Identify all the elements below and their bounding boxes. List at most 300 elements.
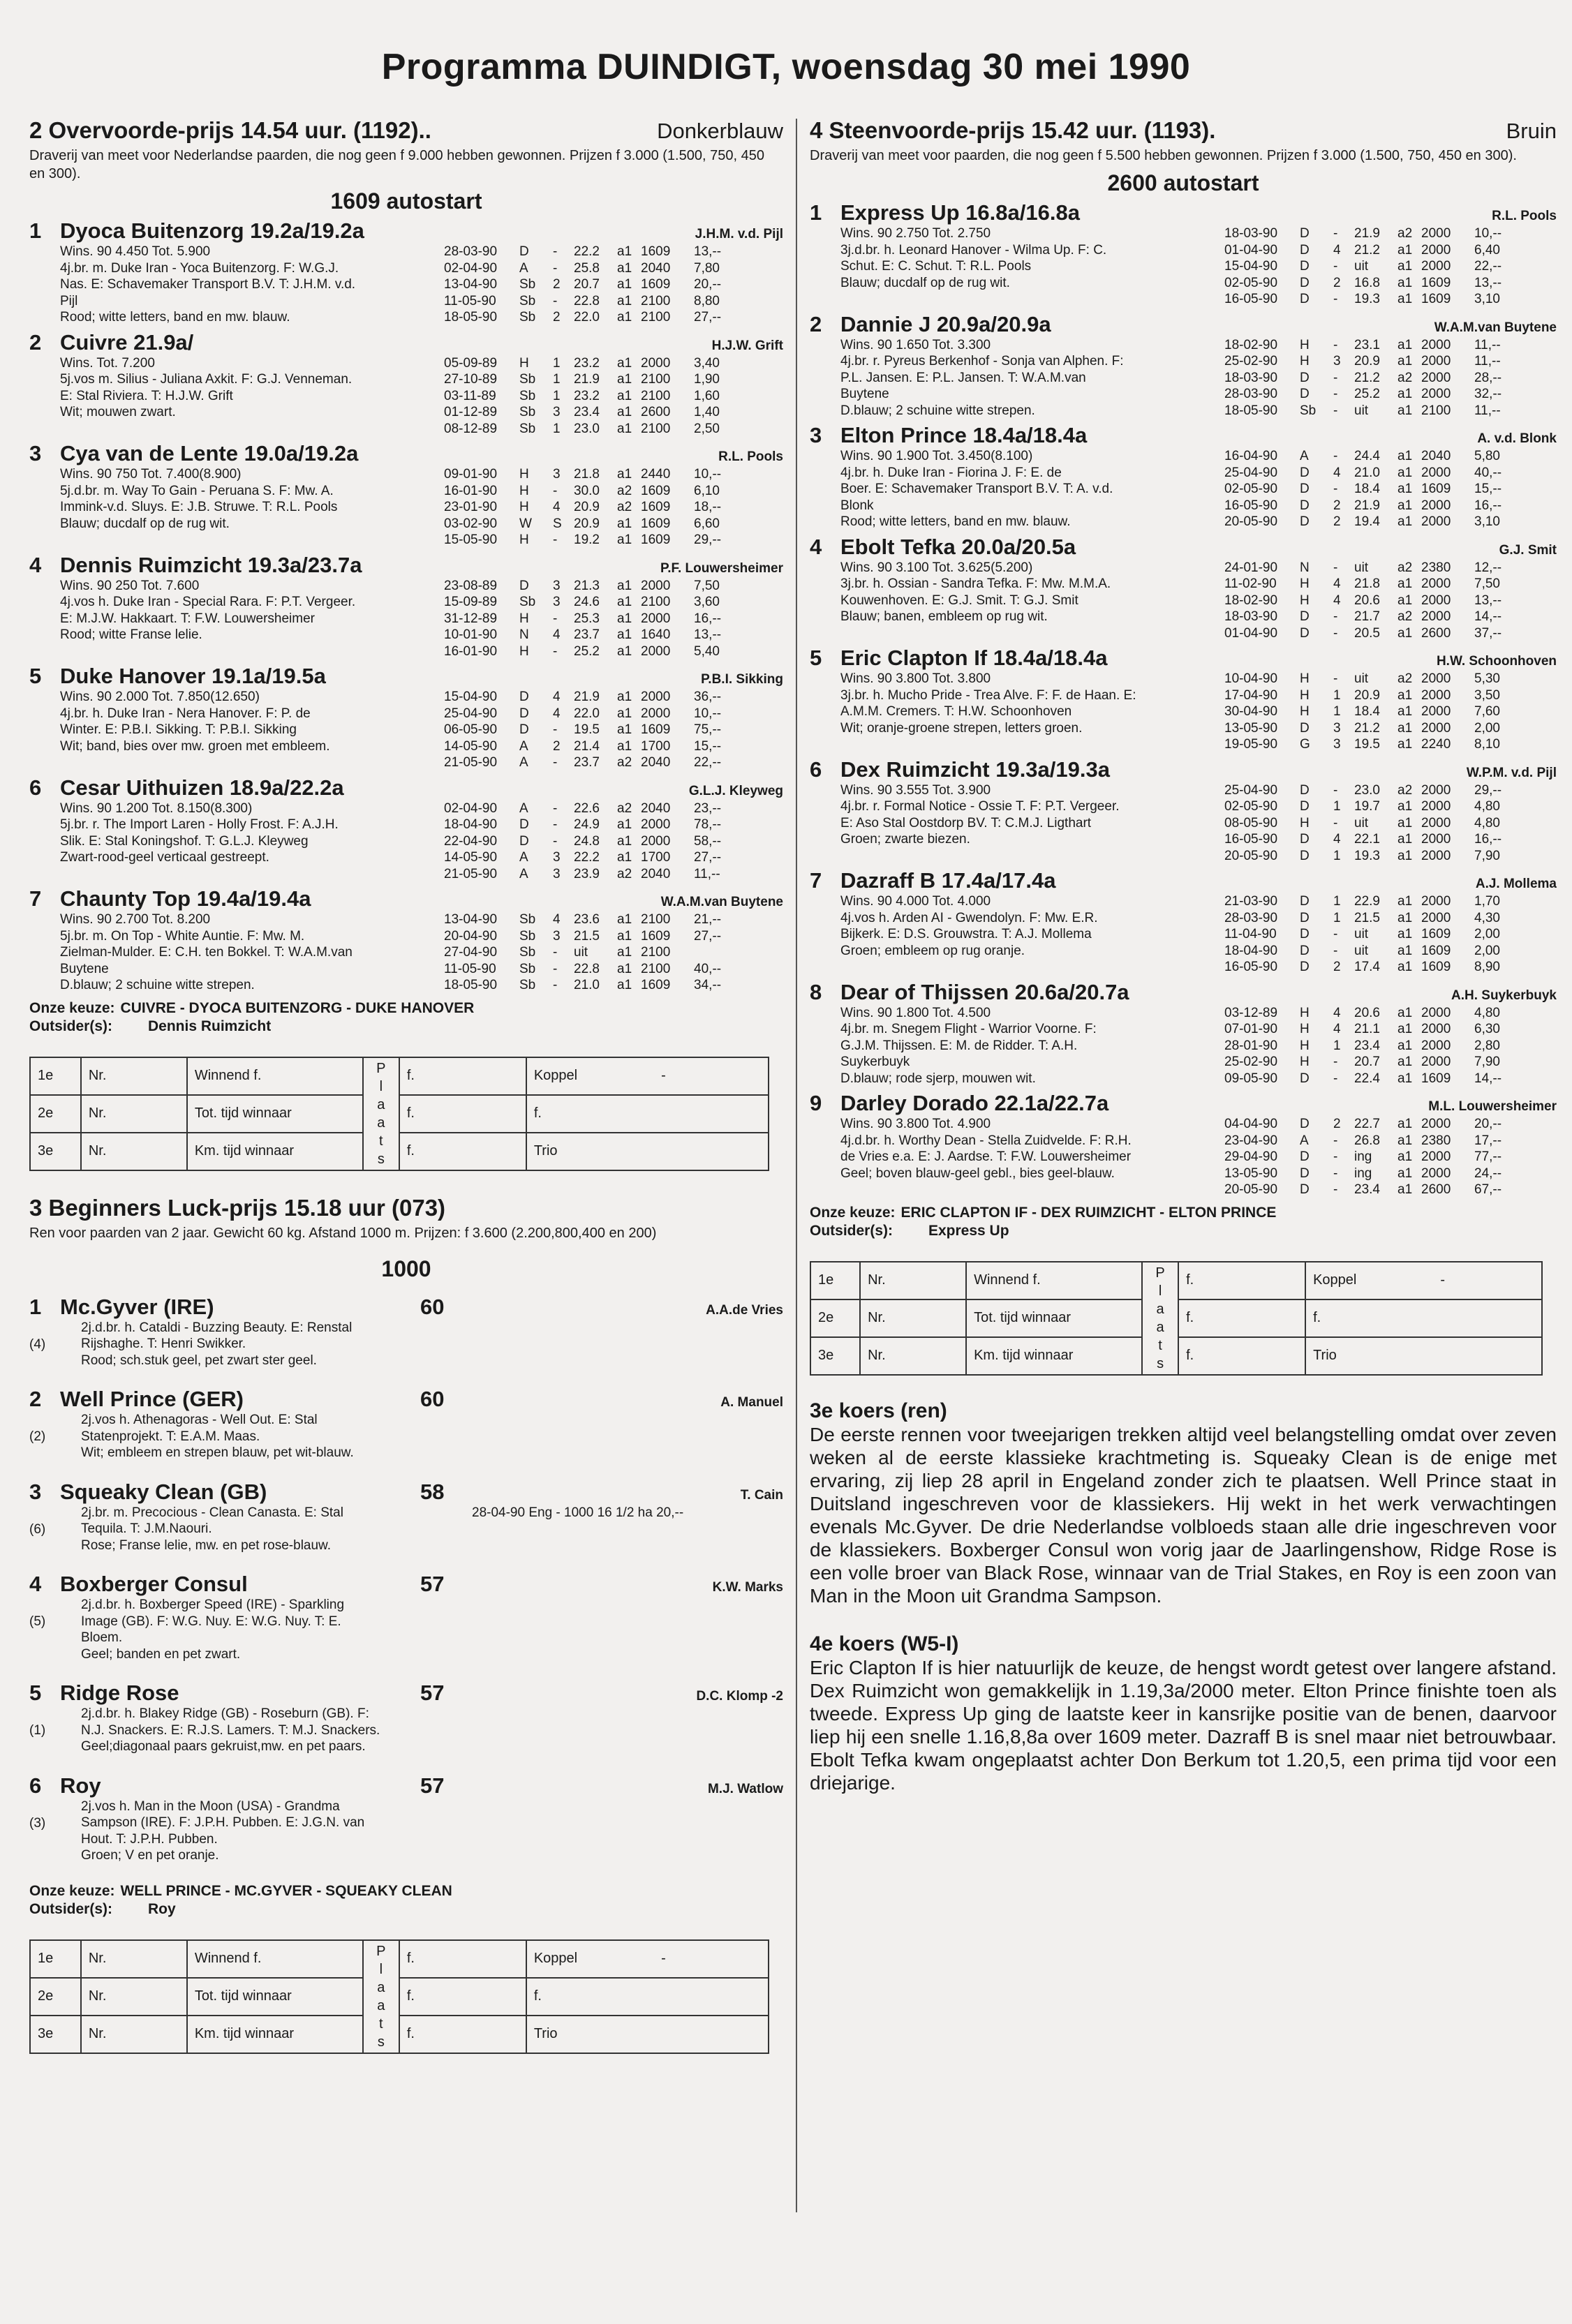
result-cell: 22.9 xyxy=(1354,894,1380,909)
result-cell: 18-03-90 xyxy=(1224,609,1278,624)
result-cell: 3,10 xyxy=(1474,514,1500,529)
result-cell: Sb xyxy=(519,405,536,419)
result-cell: G xyxy=(1300,737,1310,752)
horse-trainer: R.L. Pools xyxy=(1492,209,1557,223)
result-cell: 26.8 xyxy=(1354,1133,1380,1148)
result-cell: 23.7 xyxy=(574,627,600,642)
horse-info xyxy=(81,1706,472,1755)
result-cell: 14-05-90 xyxy=(444,738,498,754)
result-cell: Sb xyxy=(519,421,536,436)
horse-trainer: A. v.d. Blonk xyxy=(1477,431,1557,446)
bet-extra-cell[interactable] xyxy=(1305,1337,1542,1375)
result-row xyxy=(444,404,783,421)
result-cell: 21.9 xyxy=(574,372,600,387)
bet-number-cell[interactable]: Nr. xyxy=(860,1299,966,1337)
result-cell: W xyxy=(519,516,532,531)
result-cell: a1 xyxy=(617,388,632,403)
result-cell: 15-05-90 xyxy=(444,532,498,547)
result-cell: 10-04-90 xyxy=(1224,671,1278,686)
result-cell: a2 xyxy=(1397,560,1413,575)
horse-name: Chaunty Top 19.4a/19.4a xyxy=(60,886,311,911)
horse-info-line: Rood; witte letters, band en mw. blauw. xyxy=(60,310,290,325)
horse-number: 5 xyxy=(29,1681,42,1705)
result-cell: 21.1 xyxy=(1354,1022,1380,1036)
result-cell: D xyxy=(519,722,529,737)
result-cell: ing xyxy=(1354,1165,1372,1181)
result-cell: - xyxy=(1333,449,1338,463)
horse-info-line: Wins. 90 1.800 Tot. 4.500 xyxy=(840,1005,991,1020)
result-cell: 20-05-90 xyxy=(1224,1182,1278,1197)
result-cell: 3 xyxy=(553,866,561,881)
result-cell: 1609 xyxy=(641,483,671,498)
bet-f-cell[interactable]: f. xyxy=(399,1095,526,1133)
result-cell: 28,-- xyxy=(1474,370,1502,385)
bet-number-cell[interactable]: Nr. xyxy=(81,1133,187,1170)
result-cell: 21.2 xyxy=(1354,370,1380,385)
comment-4-text: Eric Clapton If is hier natuurlijk de keuze, de hengst wordt getest over langere afstand. Dex Ruimzicht won gemakkelijk in 1.19,3a/2000 meter. Elton Prince finishte toen als tweede. Express Up ging de laatste keer in kansrijke positie van de benen, daarvoor liep hij een snelle 1.16,8,8a over 1609 meter. Dazraff B is snel maar niet betrouwbaar. Ebolt Tefka kwam ongeplaatst achter Don Berkum tot 1.20,5, een prima tijd voor een driejarige. xyxy=(810,1656,1557,1794)
horse-info-line: 2j.d.br. h. Boxberger Speed (IRE) - Sparkling xyxy=(81,1597,345,1612)
bet-f-cell[interactable]: f. xyxy=(1178,1299,1305,1337)
horse-info-line: 2j.d.br. h. Cataldi - Buzzing Beauty. E: Renstal xyxy=(81,1320,353,1335)
horse-name-line xyxy=(810,757,1110,782)
result-cell: a1 xyxy=(617,372,632,387)
result-cell: 22.2 xyxy=(574,850,600,865)
horse-name: Elton Prince 18.4a/18.4a xyxy=(840,423,1088,447)
result-row xyxy=(444,466,783,483)
result-cell: D xyxy=(1300,720,1310,736)
horse-info-line: 5j.vos m. Silius - Juliana Axkit. F: G.J. Venneman. xyxy=(60,372,353,387)
horse-info xyxy=(81,1412,472,1461)
result-cell: 19.7 xyxy=(1354,799,1380,814)
result-cell: 75,-- xyxy=(694,722,722,737)
bet-value-label: Km. tijd winnaar xyxy=(187,2016,363,2053)
result-cell: D xyxy=(1300,275,1310,290)
bet-extra-cell[interactable] xyxy=(526,1133,769,1170)
result-cell: 2000 xyxy=(1421,1165,1451,1181)
result-row xyxy=(1224,560,1557,576)
result-cell: 3 xyxy=(553,850,561,865)
result-row xyxy=(444,754,783,771)
race-distance: 1609 autostart xyxy=(330,188,482,214)
result-cell: 06-05-90 xyxy=(444,722,498,737)
horse-entry xyxy=(810,312,1557,419)
horse-info-line: Blauw; ducdalf op de rug wit. xyxy=(840,275,1010,290)
result-cell: uit xyxy=(1354,259,1369,274)
result-cell: 23.0 xyxy=(574,421,600,436)
result-cell: a1 xyxy=(617,516,632,531)
result-cell: 17.4 xyxy=(1354,960,1380,974)
result-row xyxy=(1224,593,1557,609)
result-cell: 11-05-90 xyxy=(444,961,496,976)
result-row xyxy=(1224,687,1557,704)
bet-place-label: 1e xyxy=(30,1057,81,1095)
result-cell: 10-01-90 xyxy=(444,627,498,642)
bet-f-cell[interactable]: f. xyxy=(399,1133,526,1170)
result-cell: 25-04-90 xyxy=(1224,465,1278,480)
result-cell: a1 xyxy=(1397,449,1413,463)
result-row xyxy=(1224,1182,1557,1198)
bet-f-cell[interactable]: f. xyxy=(399,1978,526,2016)
horse-info xyxy=(60,355,444,438)
bet-row xyxy=(30,1095,769,1133)
result-cell: - xyxy=(1333,815,1338,830)
bet-f-cell[interactable]: f. xyxy=(1178,1337,1305,1375)
result-cell: 20.6 xyxy=(1354,1005,1380,1020)
result-cell: 2 xyxy=(553,738,561,754)
result-cell: a1 xyxy=(617,961,632,976)
horse-name: Express Up 16.8a/16.8a xyxy=(840,200,1080,225)
result-cell: 22,-- xyxy=(694,755,722,770)
result-cell: a1 xyxy=(1397,799,1413,814)
horse-header xyxy=(810,646,1557,671)
result-cell: 01-04-90 xyxy=(1224,625,1278,641)
race-title: 4 Steenvoorde-prijs 15.42 uur. (1193). xyxy=(810,117,1216,143)
bet-number-cell[interactable]: Nr. xyxy=(81,2016,187,2053)
result-cell: 2100 xyxy=(641,293,671,308)
result-cell: H xyxy=(1300,1005,1310,1020)
result-row xyxy=(1224,848,1557,865)
page-title: Programma DUINDIGT, woensdag 30 mei 1990 xyxy=(381,47,1191,87)
result-cell: 14,-- xyxy=(1474,609,1502,624)
result-cell: 28-03-90 xyxy=(444,244,498,259)
horse-results xyxy=(1224,782,1557,865)
result-cell: a1 xyxy=(1397,1149,1413,1164)
horse-entry xyxy=(810,200,1557,308)
result-cell: D xyxy=(1300,609,1310,624)
race-3-section xyxy=(29,1195,783,1919)
result-cell: D xyxy=(1300,782,1310,798)
result-cell: a1 xyxy=(1397,894,1413,909)
horse-info xyxy=(840,448,1224,530)
horse-header xyxy=(29,441,783,466)
bet-number-cell[interactable]: Nr. xyxy=(860,1262,966,1299)
result-cell: D xyxy=(1300,498,1310,513)
result-row xyxy=(1224,815,1557,832)
result-cell: 16-05-90 xyxy=(1224,498,1278,513)
result-cell: a1 xyxy=(1397,943,1413,958)
result-cell: - xyxy=(1333,337,1338,352)
result-row xyxy=(444,309,783,326)
horse-name-line xyxy=(29,1295,420,1320)
horse-results xyxy=(1224,1116,1557,1198)
outsider-value: Dennis Ruimzicht xyxy=(148,1018,272,1034)
result-cell: - xyxy=(553,532,558,547)
bet-number-cell[interactable]: Nr. xyxy=(81,1978,187,2016)
result-cell: a1 xyxy=(617,244,632,259)
bet-number-cell[interactable]: Nr. xyxy=(81,1057,187,1095)
result-cell: D xyxy=(1300,370,1310,385)
result-cell: a1 xyxy=(617,928,632,944)
horse-weight: 60 xyxy=(420,1294,445,1319)
outsider-label: Outsider(s): xyxy=(29,1018,113,1034)
result-cell: 2000 xyxy=(1421,1038,1451,1053)
result-cell: 23-01-90 xyxy=(444,500,498,514)
result-cell: 6,60 xyxy=(694,516,720,531)
horse-name: Ridge Rose xyxy=(60,1681,179,1705)
result-cell: a1 xyxy=(1397,704,1413,719)
outsider-value: Roy xyxy=(148,1900,176,1917)
horse-details xyxy=(29,355,783,438)
result-cell: 16-05-90 xyxy=(1224,832,1278,847)
bet-f-cell[interactable]: f. xyxy=(399,1057,526,1095)
result-cell: 23.4 xyxy=(574,405,600,419)
bet-row xyxy=(30,1057,769,1095)
result-cell: 2000 xyxy=(1421,370,1451,385)
result-cell: - xyxy=(553,833,558,849)
horse-trainer: P.F. Louwersheimer xyxy=(660,560,783,576)
result-cell: a1 xyxy=(1397,403,1413,418)
result-cell: 02-05-90 xyxy=(1224,482,1278,496)
horse-name: Dannie J 20.9a/20.9a xyxy=(840,311,1051,336)
horse-result xyxy=(472,1706,783,1755)
result-cell: a1 xyxy=(1397,1165,1413,1181)
horse-info-line: Kouwenhoven. E: G.J. Smit. T: G.J. Smit xyxy=(840,593,1078,608)
horse-weight: 57 xyxy=(420,1773,445,1798)
result-cell: - xyxy=(553,817,558,832)
result-cell: 1700 xyxy=(641,738,671,754)
horse-info-line: Bijkerk. E: D.S. Grouwstra. T: A.J. Mollema xyxy=(840,927,1092,941)
horse-trainer: W.A.M.van Buytene xyxy=(1434,320,1557,335)
result-cell: 1609 xyxy=(641,532,671,547)
result-cell: - xyxy=(553,293,558,308)
bet-f-cell[interactable]: f. xyxy=(1178,1262,1305,1299)
result-row xyxy=(1224,798,1557,815)
bet-extra-cell[interactable] xyxy=(526,1057,769,1095)
result-cell: 40,-- xyxy=(1474,465,1502,480)
result-cell: 2000 xyxy=(641,611,671,626)
horse-details xyxy=(29,578,783,660)
result-cell: 22.0 xyxy=(574,706,600,721)
horse-results xyxy=(444,355,783,438)
result-row xyxy=(444,276,783,293)
horse-number: 3 xyxy=(29,1479,42,1504)
result-cell: 2040 xyxy=(641,755,671,770)
result-cell: 21.2 xyxy=(1354,242,1380,258)
result-cell: a2 xyxy=(617,483,632,498)
horse-trainer: M.J. Watlow xyxy=(707,1781,783,1796)
horse-name: Dazraff B 17.4a/17.4a xyxy=(840,868,1056,893)
result-cell: 10,-- xyxy=(694,706,722,721)
result-cell: 21.8 xyxy=(574,467,600,482)
horse-trainer: P.B.I. Sikking xyxy=(701,672,783,687)
result-cell: 15-04-90 xyxy=(444,690,498,704)
horse-number: 6 xyxy=(810,757,822,782)
result-cell: 2040 xyxy=(641,800,671,816)
horse-details xyxy=(810,1005,1557,1087)
result-cell: a1 xyxy=(1397,465,1413,480)
horse-header xyxy=(29,553,783,578)
result-cell: 3,60 xyxy=(694,595,720,609)
horse-trainer: T. Cain xyxy=(740,1487,783,1503)
result-cell: 1609 xyxy=(641,928,671,944)
result-cell: 4,30 xyxy=(1474,910,1500,925)
result-cell: 20.9 xyxy=(574,500,600,514)
result-cell: 7,90 xyxy=(1474,1055,1500,1069)
bet-f-cell[interactable]: f. xyxy=(399,1940,526,1978)
horse-info-line: Bloem. xyxy=(81,1630,123,1645)
result-row xyxy=(444,499,783,516)
result-cell: 11,-- xyxy=(1474,403,1501,418)
result-row xyxy=(444,516,783,532)
result-cell: a1 xyxy=(1397,1071,1413,1086)
result-cell: - xyxy=(1333,1133,1338,1148)
result-cell: a1 xyxy=(617,405,632,419)
horse-info-line: de Vries e.a. E: J. Aardse. T: F.W. Louwersheimer xyxy=(840,1149,1132,1164)
result-row xyxy=(1224,514,1557,530)
horse-name: Dex Ruimzicht 19.3a/19.3a xyxy=(840,757,1110,782)
horse-info-line: 4j.br. r. Formal Notice - Ossie T. F: P.T. Vergeer. xyxy=(840,799,1120,814)
result-row xyxy=(1224,275,1557,292)
result-cell: a1 xyxy=(1397,275,1413,290)
horse-info-line: Wins. 90 250 Tot. 7.600 xyxy=(60,578,200,593)
result-cell: Sb xyxy=(519,928,536,944)
result-cell: a1 xyxy=(1397,387,1413,401)
horse-trainer: A.A.de Vries xyxy=(706,1302,783,1318)
our-choice-value: ERIC CLAPTON IF - DEX RUIMZICHT - ELTON PRINCE xyxy=(900,1204,1277,1221)
bet-number-cell[interactable]: Nr. xyxy=(81,1095,187,1133)
result-cell: uit xyxy=(574,945,588,960)
bet-extra-cell[interactable] xyxy=(526,1940,769,1978)
result-cell: 23.2 xyxy=(574,388,600,403)
horse-name: Cya van de Lente 19.0a/19.2a xyxy=(60,441,359,465)
horse-info xyxy=(840,560,1224,642)
bet-extra-cell[interactable] xyxy=(1305,1262,1542,1299)
bet-extra-label: Trio xyxy=(533,1143,558,1159)
result-cell: 2100 xyxy=(641,961,671,976)
result-cell: a2 xyxy=(1397,671,1413,686)
result-cell: 4 xyxy=(553,627,561,642)
result-cell: a1 xyxy=(1397,1182,1413,1197)
result-cell: 02-04-90 xyxy=(444,260,498,276)
result-cell: 16-01-90 xyxy=(444,483,498,498)
result-cell: H xyxy=(519,532,529,547)
horse-info-line: 2j.vos h. Man in the Moon (USA) - Grandma xyxy=(81,1798,340,1814)
result-row xyxy=(1224,498,1557,514)
result-cell: 3 xyxy=(1333,737,1341,752)
result-row xyxy=(1224,337,1557,354)
result-cell: - xyxy=(1333,292,1338,306)
result-cell: 19.2 xyxy=(574,532,600,547)
result-cell: H xyxy=(519,611,529,626)
bet-extra-cell[interactable] xyxy=(1305,1299,1542,1337)
result-cell: 22.6 xyxy=(574,800,600,816)
result-cell: 1 xyxy=(1333,799,1341,814)
result-cell: a1 xyxy=(617,595,632,609)
result-cell: a1 xyxy=(617,690,632,704)
horse-info xyxy=(60,911,444,994)
bet-number-cell[interactable]: Nr. xyxy=(81,1940,187,1978)
horse-info-line: 3j.br. h. Mucho Pride - Trea Alve. F: F. de Haan. E: xyxy=(840,687,1136,703)
our-choice-label: Onze keuze: xyxy=(29,999,115,1016)
result-cell: 2 xyxy=(1333,275,1341,290)
result-cell: 11-04-90 xyxy=(1224,927,1277,941)
result-cell: D xyxy=(1300,910,1310,925)
comment-3-text: De eerste rennen voor tweejarigen trekken altijd veel belangstelling omdat over zeven weken al de eerste klassieke krachtmeting is. Squeaky Clean is de enige met ervaring, zij liep 28 april in Engeland zonder zich te plaatsen. Well Prince staat in Duitsland ingeschreven voor de klassiekers. Hij wekt in het werk verwachtingen evenals Mc.Gyver. De drie Nederlandse volbloeds staan alle drie ingeschreven voor de klassiekers. Boxberger Consul won vorig jaar de Jaarlingenshow, Ridge Rose is een volle broer van Black Rose, winnaar van de Trial Stakes, en Roy is een zoon van Man in the Moon uit Grandma Sampson. xyxy=(810,1423,1557,1607)
result-cell: 4,80 xyxy=(1474,799,1500,814)
horse-entry xyxy=(810,646,1557,753)
result-cell: D xyxy=(1300,625,1310,641)
result-cell: 2380 xyxy=(1421,560,1451,575)
horse-name-line xyxy=(810,646,1108,671)
result-cell: 2000 xyxy=(1421,1005,1451,1020)
horse-info xyxy=(60,244,444,326)
result-row xyxy=(444,578,783,595)
horse-info-line: Wins. 90 3.555 Tot. 3.900 xyxy=(840,782,991,798)
result-cell: 18-02-90 xyxy=(1224,337,1278,352)
result-cell: 30.0 xyxy=(574,483,600,498)
outsider-line xyxy=(29,1900,783,1919)
horse-info-line: Schut. E: C. Schut. T: R.L. Pools xyxy=(840,259,1032,274)
bet-f-cell[interactable]: f. xyxy=(399,2016,526,2053)
result-cell: 7,80 xyxy=(694,260,720,276)
horse-entry xyxy=(810,980,1557,1087)
horse-details xyxy=(29,466,783,549)
horse-info-line: N.J. Snackers. E: R.J.S. Lamers. T: M.J. Snackers. xyxy=(81,1722,380,1738)
result-cell: 09-05-90 xyxy=(1224,1071,1278,1086)
horse-entry xyxy=(29,1295,783,1369)
horse-result xyxy=(472,1320,783,1369)
horse-header xyxy=(810,312,1557,337)
horse-info-line: Wins. 90 4.000 Tot. 4.000 xyxy=(840,894,991,909)
horse-entry xyxy=(29,218,783,326)
result-cell: - xyxy=(553,800,558,816)
horse-details xyxy=(810,448,1557,530)
start-position: (3) xyxy=(29,1815,46,1831)
bet-extra-cell[interactable] xyxy=(526,2016,769,2053)
result-cell: 20-05-90 xyxy=(1224,848,1278,863)
bet-value-label: Winnend f. xyxy=(187,1057,363,1095)
result-cell: a2 xyxy=(617,755,632,770)
horse-name-line xyxy=(29,553,362,578)
result-cell: 31-12-89 xyxy=(444,611,498,626)
horse-info-line: Groen; zwarte biezen. xyxy=(840,832,970,847)
result-cell: 2000 xyxy=(1421,593,1451,608)
horse-name-line xyxy=(29,1387,420,1412)
result-row xyxy=(1224,225,1557,242)
bet-place-label: 2e xyxy=(30,1978,81,2016)
horse-trainer: R.L. Pools xyxy=(718,449,783,464)
result-cell: 29,-- xyxy=(1474,782,1502,798)
result-cell: 25-02-90 xyxy=(1224,354,1278,368)
result-cell: 13,-- xyxy=(694,627,722,642)
result-cell: 3 xyxy=(553,578,561,593)
result-row xyxy=(1224,258,1557,275)
bet-extra-label: Trio xyxy=(1313,1348,1337,1363)
result-cell: 21-05-90 xyxy=(444,755,498,770)
horse-header xyxy=(29,1480,783,1505)
bet-value-label: Tot. tijd winnaar xyxy=(187,1978,363,2016)
result-cell: 11-05-90 xyxy=(444,293,496,308)
result-row xyxy=(444,532,783,549)
result-cell: D xyxy=(1300,832,1310,847)
result-cell: a1 xyxy=(1397,927,1413,941)
result-cell: 16-01-90 xyxy=(444,643,498,659)
result-row xyxy=(1224,1116,1557,1133)
result-cell: 13-05-90 xyxy=(1224,720,1278,736)
horse-name-line xyxy=(29,330,193,355)
result-cell: H xyxy=(1300,337,1310,352)
bet-extra-cell[interactable] xyxy=(526,1095,769,1133)
horse-trainer: D.C. Klomp -2 xyxy=(696,1689,783,1704)
result-cell: 27,-- xyxy=(694,850,722,865)
result-cell: 23.4 xyxy=(1354,1038,1380,1053)
result-cell: D xyxy=(1300,1165,1310,1181)
bet-extra-cell[interactable] xyxy=(526,1978,769,2016)
horse-results xyxy=(1224,893,1557,976)
result-row xyxy=(444,706,783,722)
bet-number-cell[interactable]: Nr. xyxy=(860,1337,966,1375)
result-cell: 2 xyxy=(1333,514,1341,529)
